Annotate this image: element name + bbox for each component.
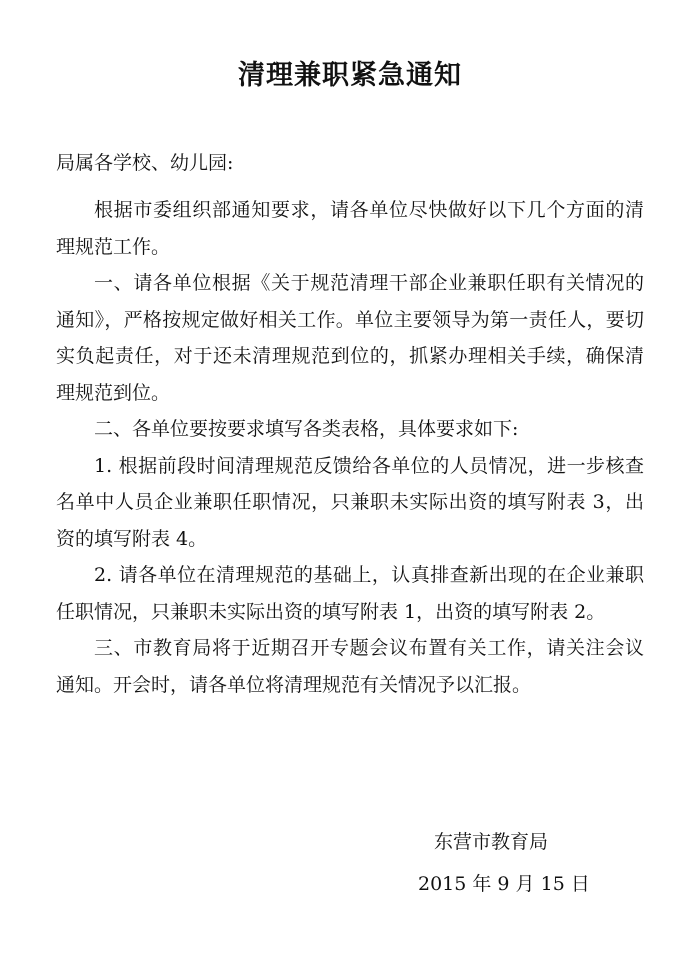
issue-date: 2015 年 9 月 15 日	[418, 873, 590, 895]
issuing-organization: 东营市教育局	[434, 831, 549, 853]
item-one-paragraph: 1. 根据前段时间清理规范反馈给各单位的人员情况，进一步核查名单中人员企业兼职任职情况，只兼职未实际出资的填写附表 3，出资的填写附表 4。	[56, 454, 644, 550]
document-body	[56, 192, 644, 703]
item-two-paragraph: 2. 请各单位在清理规范的基础上，认真排查新出现的在企业兼职任职情况，只兼职未实际出资的填写附表 1，出资的填写附表 2。	[56, 564, 644, 623]
salutation: 局属各学校、幼儿园:	[56, 152, 234, 174]
section-three-paragraph: 三、市教育局将于近期召开专题会议布置有关工作，请关注会议通知。开会时，请各单位将清理规范有关情况予以汇报。	[56, 637, 644, 696]
section-one-paragraph: 一、请各单位根据《关于规范清理干部企业兼职任职有关情况的通知》，严格按规定做好相关工作。单位主要领导为第一责任人，要切实负起责任，对于还未清理规范到位的，抓紧办理相关手续，确保清理规范到位。	[56, 272, 644, 404]
document-title: 清理兼职紧急通知	[238, 60, 462, 91]
intro-paragraph: 根据市委组织部通知要求，请各单位尽快做好以下几个方面的清理规范工作。	[56, 199, 644, 258]
section-two-paragraph: 二、各单位要按要求填写各类表格，具体要求如下:	[94, 418, 519, 440]
